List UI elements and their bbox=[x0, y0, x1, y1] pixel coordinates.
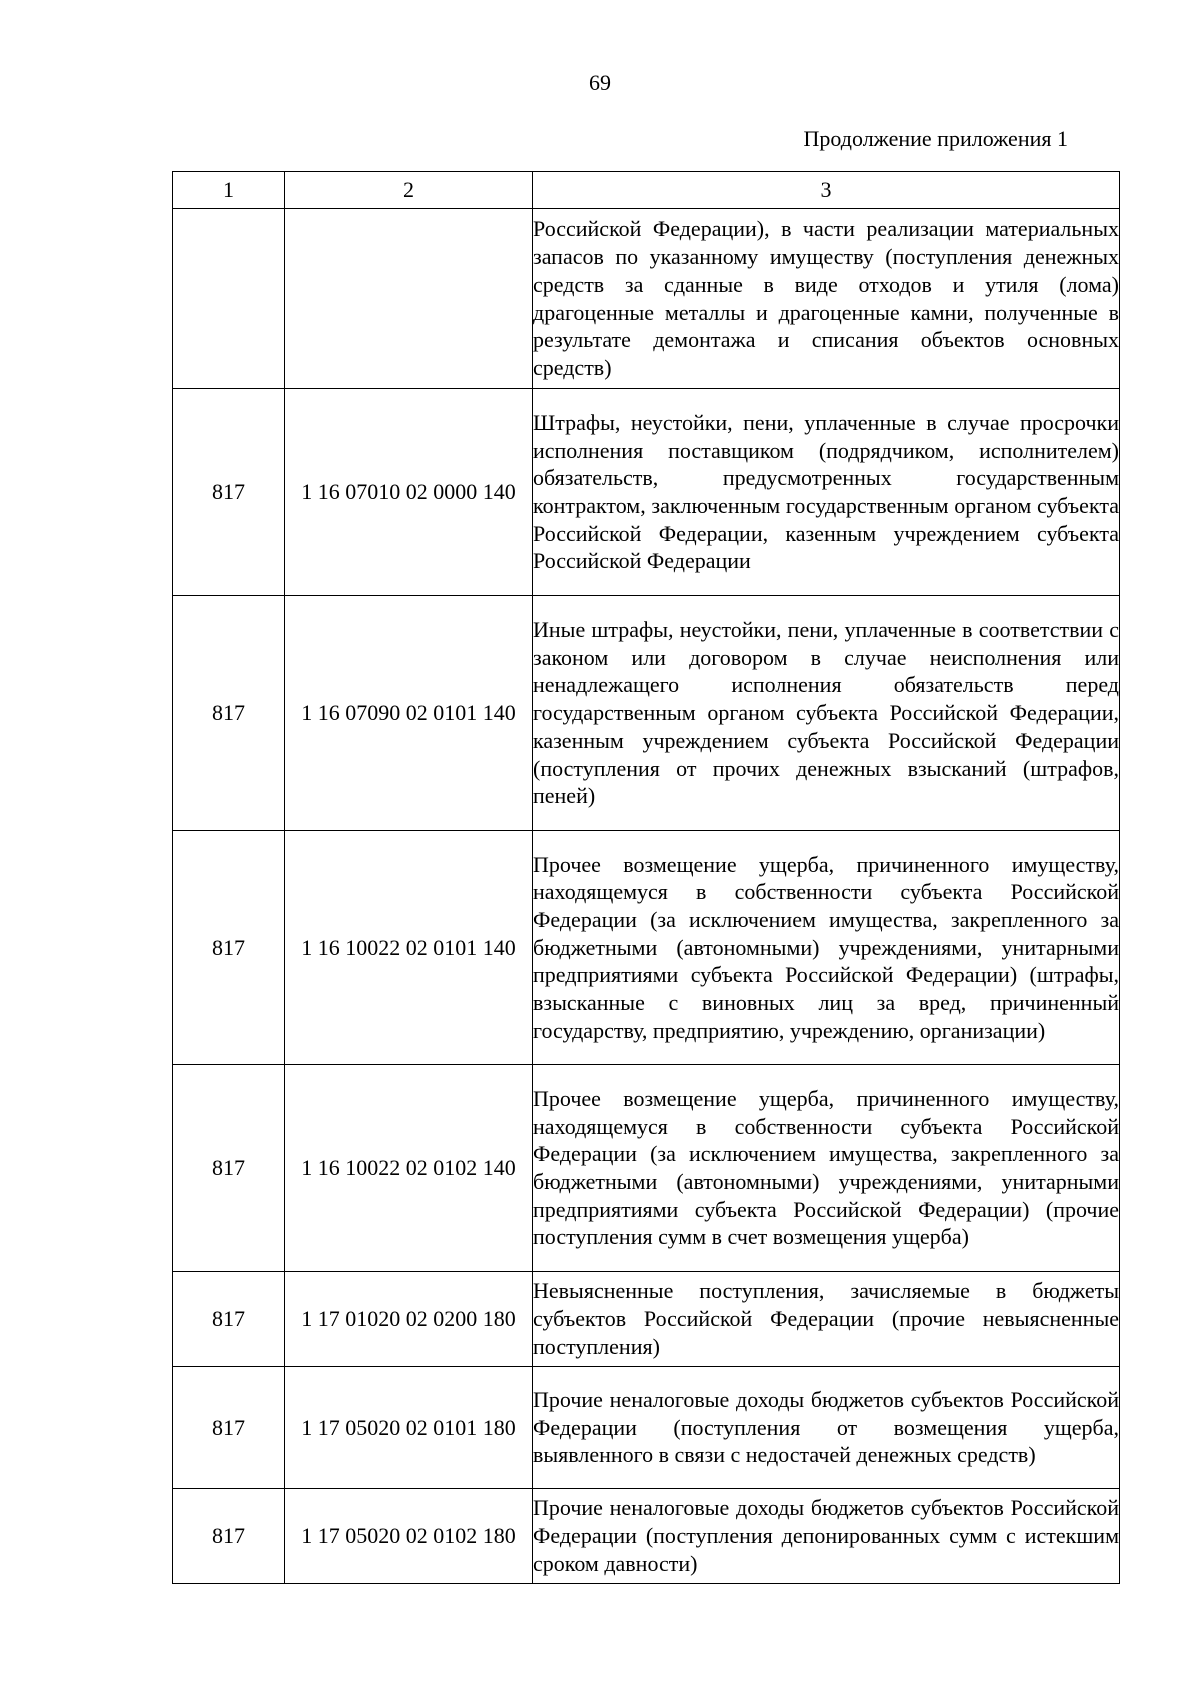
table-row bbox=[173, 389, 1120, 596]
column-header-1: 1 bbox=[173, 172, 285, 209]
admin-code-cell: 817 bbox=[173, 831, 285, 1065]
description-cell: Иные штрафы, неустойки, пени, уплаченные в соответствии с законом или договором в случае неисполнения или ненадлежащего исполнения обязательств перед государственным органом субъекта Российской Федерации, казенным учреждением субъекта Российской Федерации (поступления от прочих денежных взысканий (штрафов, пеней) bbox=[533, 596, 1120, 831]
budget-code-cell: 1 16 07010 02 0000 140 bbox=[285, 389, 533, 596]
table-row bbox=[173, 831, 1120, 1065]
revenue-codes-table bbox=[172, 171, 1120, 1584]
page-number: 69 bbox=[589, 70, 611, 95]
budget-code-cell: 1 16 10022 02 0101 140 bbox=[285, 831, 533, 1065]
description-cell: Невыясненные поступления, зачисляемые в бюджеты субъектов Российской Федерации (прочие невыясненные поступления) bbox=[533, 1272, 1120, 1367]
column-header-2: 2 bbox=[285, 172, 533, 209]
table-row bbox=[173, 209, 1120, 389]
budget-code-cell: 1 17 05020 02 0101 180 bbox=[285, 1367, 533, 1489]
admin-code-cell: 817 bbox=[173, 1272, 285, 1367]
description-cell: Прочие неналоговые доходы бюджетов субъектов Российской Федерации (поступления депонированных сумм с истекшим сроком давности) bbox=[533, 1489, 1120, 1584]
admin-code-cell: 817 bbox=[173, 389, 285, 596]
description-cell: Российской Федерации), в части реализации материальных запасов по указанному имуществу (поступления денежных средств за сданные в виде отходов и утиля (лома) драгоценные металлы и драгоценные камни, полученные в результате демонтажа и списания объектов основных средств) bbox=[533, 209, 1120, 389]
table-row bbox=[173, 1367, 1120, 1489]
admin-code-cell: 817 bbox=[173, 1489, 285, 1584]
description-cell: Прочее возмещение ущерба, причиненного имуществу, находящемуся в собственности субъекта Российской Федерации (за исключением имущества, закрепленного за бюджетными (автономными) учреждениями, унитарными предприятиями субъекта Российской Федерации) (штрафы, взысканные с виновных лиц за вред, причиненный государству, предприятию, учреждению, организации) bbox=[533, 831, 1120, 1065]
table-row bbox=[173, 1272, 1120, 1367]
table-row bbox=[173, 1489, 1120, 1584]
budget-code-cell: 1 17 01020 02 0200 180 bbox=[285, 1272, 533, 1367]
admin-code-cell: 817 bbox=[173, 1065, 285, 1272]
budget-code-cell: 1 16 10022 02 0102 140 bbox=[285, 1065, 533, 1272]
budget-code-cell: 1 16 07090 02 0101 140 bbox=[285, 596, 533, 831]
table-header-row bbox=[173, 172, 1120, 209]
admin-code-cell: 817 bbox=[173, 596, 285, 831]
table-row bbox=[173, 1065, 1120, 1272]
description-cell: Прочее возмещение ущерба, причиненного имуществу, находящемуся в собственности субъекта Российской Федерации (за исключением имущества, закрепленного за бюджетными (автономными) учреждениями, унитарными предприятиями субъекта Российской Федерации) (прочие поступления сумм в счет возмещения ущерба) bbox=[533, 1065, 1120, 1272]
table-row bbox=[173, 596, 1120, 831]
admin-code-cell bbox=[173, 209, 285, 389]
description-cell: Прочие неналоговые доходы бюджетов субъектов Российской Федерации (поступления от возмещения ущерба, выявленного в связи с недостачей денежных средств) bbox=[533, 1367, 1120, 1489]
budget-code-cell: 1 17 05020 02 0102 180 bbox=[285, 1489, 533, 1584]
continuation-title: Продолжение приложения 1 bbox=[803, 126, 1068, 151]
column-header-3: 3 bbox=[533, 172, 1120, 209]
budget-code-cell bbox=[285, 209, 533, 389]
description-cell: Штрафы, неустойки, пени, уплаченные в случае просрочки исполнения поставщиком (подрядчиком, исполнителем) обязательств, предусмотренных государственным контрактом, заключенным государственным органом субъекта Российской Федерации, казенным учреждением субъекта Российской Федерации bbox=[533, 389, 1120, 596]
admin-code-cell: 817 bbox=[173, 1367, 285, 1489]
